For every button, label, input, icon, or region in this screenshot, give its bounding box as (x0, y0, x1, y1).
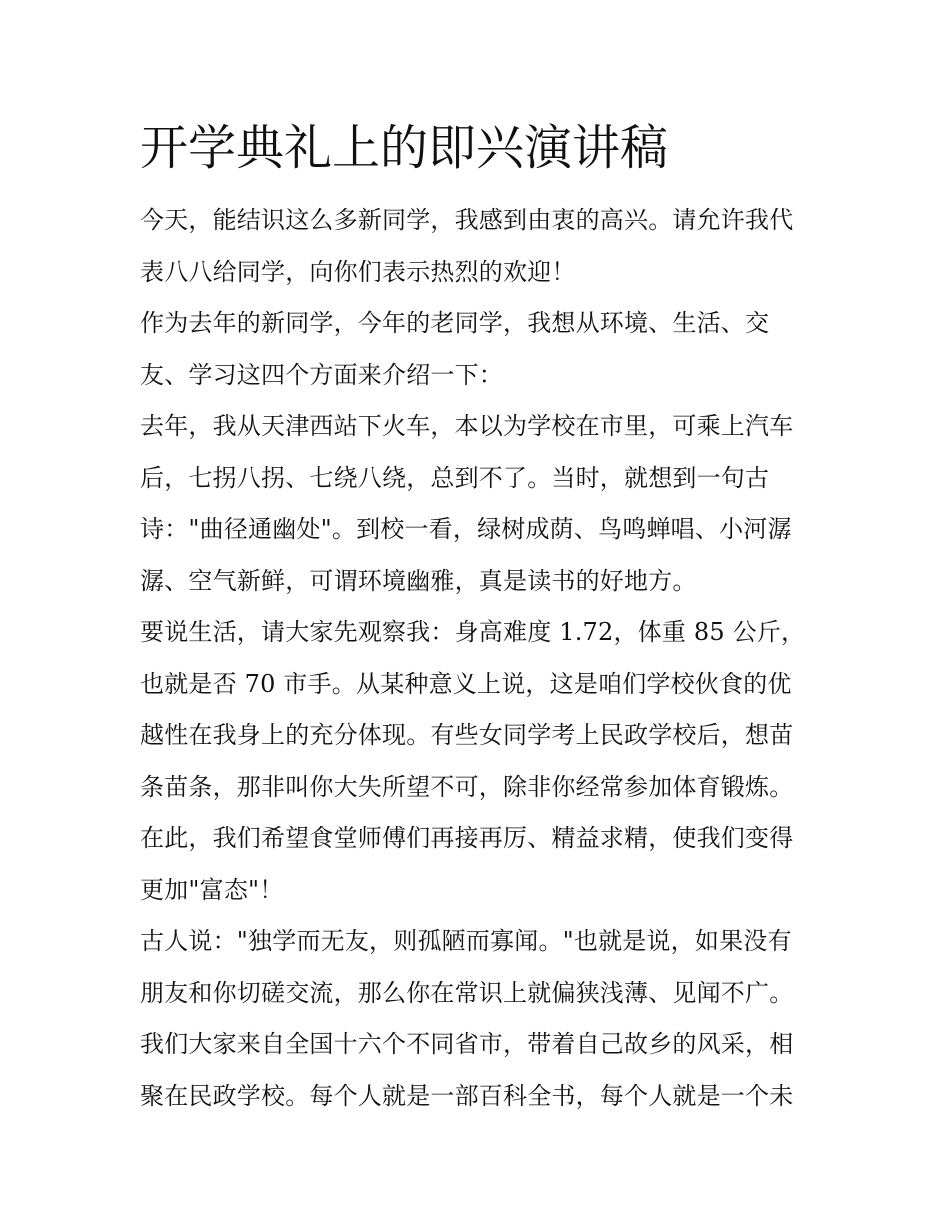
paragraph-line: 也就是否 70 市手。从某种意义上说，这是咱们学校伙食的优 (140, 669, 792, 698)
paragraph-line: 古人说："独学而无友，则孤陋而寡闻。"也就是说，如果没有 (140, 927, 792, 955)
paragraph-line: 后，七拐八拐、七绕八绕，总到不了。当时，就想到一句古 (140, 463, 770, 492)
paragraph-line: 我们大家来自全国十六个不同省市，带着自己故乡的风采，相 (140, 1030, 794, 1058)
paragraph-line: 潺、空气新鲜，可谓环境幽雅，真是读书的好地方。 (140, 566, 697, 595)
paragraph-line: 更加"富态"！ (140, 875, 284, 904)
paragraph-line: 越性在我身上的充分体现。有些女同学考上民政学校后，想苗 (140, 721, 794, 749)
paragraph-line: 去年，我从天津西站下火车，本以为学校在市里，可乘上汽车 (140, 412, 794, 440)
paragraph-line: 表八八给同学，向你们表示热烈的欢迎！ (140, 257, 576, 286)
paragraph-line: 诗："曲径通幽处"。到校一看，绿树成荫、鸟鸣蝉唱、小河潺 (140, 515, 792, 543)
document-title: 开学典礼上的即兴演讲稿 (140, 120, 669, 176)
paragraph-line: 朋友和你切磋交流，那么你在常识上就偏狭浅薄、见闻不广。 (140, 978, 794, 1007)
paragraph-line: 聚在民政学校。每个人就是一部百科全书，每个人就是一个未 (140, 1081, 794, 1110)
document-body (140, 195, 812, 1122)
paragraph-line: 条苗条，那非叫你大失所望不可，除非你经常参加体育锻炼。 (140, 772, 794, 801)
paragraph-line: 要说生活，请大家先观察我：身高难度 1.72，体重 85 公斤， (140, 618, 806, 646)
paragraph-line: 在此，我们希望食堂师傅们再接再厉、精益求精，使我们变得 (140, 824, 794, 852)
paragraph-line: 今天，能结识这么多新同学，我感到由衷的高兴。请允许我代 (140, 206, 794, 234)
paragraph-line: 作为去年的新同学，今年的老同学，我想从环境、生活、交 (140, 309, 770, 337)
paragraph-line: 友、学习这四个方面来介绍一下： (140, 360, 503, 389)
